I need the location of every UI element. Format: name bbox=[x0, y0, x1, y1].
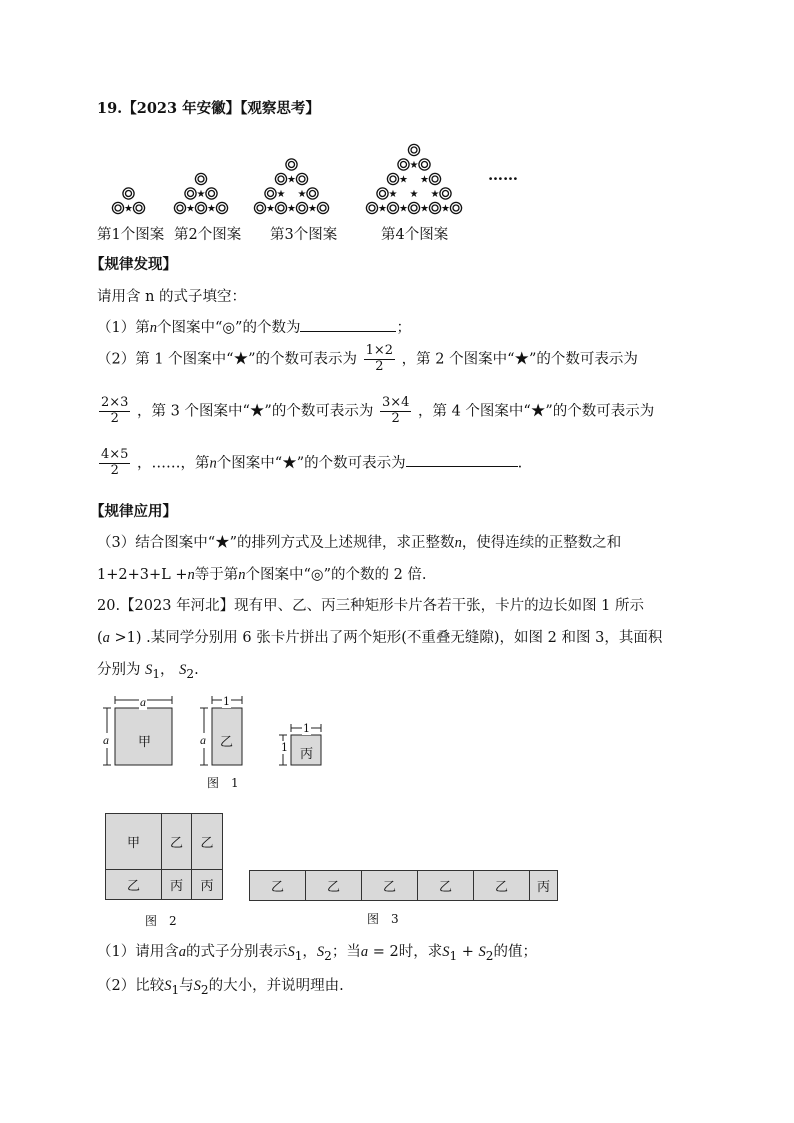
star-icon: ★ bbox=[378, 203, 387, 215]
q19-part1-text-a: （1）第 bbox=[97, 320, 150, 336]
var-a: a bbox=[102, 630, 110, 646]
card-bing: 丙 bbox=[300, 747, 314, 762]
var-S1: S bbox=[145, 662, 153, 678]
star-icon: ★ bbox=[420, 174, 429, 186]
q19-part3-text-e: 个图案中“◎”的个数的 2 倍. bbox=[245, 567, 427, 583]
fig3-cell: 乙 bbox=[305, 870, 362, 901]
star-icon: ★ bbox=[409, 189, 419, 200]
star-icon: ★ bbox=[287, 174, 296, 186]
star-icon: ★ bbox=[266, 203, 275, 215]
q19-part2-text-f: 个图案中“★”的个数可表示为 bbox=[216, 455, 406, 472]
double-circle-icon bbox=[419, 159, 430, 170]
q19-part2-text-c: ，第 3 个图案中“★”的个数可表示为 bbox=[137, 403, 374, 420]
star-icon: ★ bbox=[207, 203, 216, 215]
fraction-1 bbox=[364, 344, 395, 375]
pattern-label-2: 第2个图案 bbox=[174, 227, 242, 243]
var-n: n bbox=[149, 320, 157, 336]
star-icon: ★ bbox=[186, 203, 195, 215]
double-circle-icon bbox=[254, 202, 265, 213]
q19-part2-end: . bbox=[517, 455, 523, 472]
fig1-label: 图 1 bbox=[207, 776, 239, 790]
fraction-1-den: 2 bbox=[375, 358, 384, 374]
card-yi: 乙 bbox=[220, 735, 234, 750]
q20-part1-text-d: ；当 bbox=[331, 944, 361, 960]
var-S1-sub: 1 bbox=[171, 982, 180, 997]
var-a: a bbox=[178, 944, 186, 960]
figure-2 bbox=[105, 813, 223, 900]
q20-part2-text-b: 与 bbox=[179, 978, 194, 994]
q20-part1-text-b: 的式子分别表示 bbox=[185, 944, 288, 960]
double-circle-icon bbox=[307, 188, 318, 199]
var-n: n bbox=[238, 567, 246, 583]
section-rule-application: 【规律应用】 bbox=[90, 503, 177, 520]
var-S2: S bbox=[478, 944, 486, 960]
double-circle-icon bbox=[216, 202, 227, 213]
q20-part1: （1）请用含a的式子分别表示$S_1$，$S_2$；当a = 2时，求$S_1 + S_2$的值； bbox=[97, 944, 537, 963]
q20-line3-text: 分别为 bbox=[97, 662, 141, 678]
var-S2-sub: 2 bbox=[186, 666, 195, 681]
q20-part1-comma: ， bbox=[302, 944, 317, 960]
double-circle-icon bbox=[185, 188, 196, 199]
var-S1-sub: 1 bbox=[449, 948, 458, 963]
double-circle-icon bbox=[174, 202, 185, 213]
q19-part2-line1 bbox=[97, 344, 638, 375]
var-S2-sub: 2 bbox=[324, 948, 332, 963]
var-S1-sub: 1 bbox=[294, 948, 303, 963]
star-icon: ★ bbox=[388, 189, 398, 200]
q19-part3-text-b: ，使得连续的正整数之和 bbox=[461, 535, 622, 551]
star-icon: ★ bbox=[287, 203, 296, 215]
var-S2: S bbox=[316, 944, 325, 960]
q20-line2 bbox=[97, 626, 662, 647]
double-circle-icon bbox=[133, 202, 144, 213]
pattern-figure bbox=[110, 124, 530, 220]
fig1-dim-a-left: a bbox=[103, 733, 109, 747]
double-circle-icon bbox=[398, 159, 409, 170]
fig2-cell: 乙 bbox=[191, 813, 223, 870]
double-circle-icon bbox=[317, 202, 328, 213]
q20-part1-text-f: 的值； bbox=[493, 944, 537, 960]
q19-part2-line3 bbox=[97, 448, 522, 479]
fig1-dim-a-top: a bbox=[140, 695, 146, 709]
q19-part1-end: ； bbox=[396, 320, 411, 336]
double-circle-icon bbox=[296, 202, 307, 213]
star-icon: ★ bbox=[196, 189, 206, 200]
section-rule-discovery: 【规律发现】 bbox=[90, 256, 177, 273]
fig2-cell: 丙 bbox=[191, 869, 223, 900]
fig3-label: 图 3 bbox=[367, 912, 399, 926]
fraction-4 bbox=[99, 448, 130, 479]
var-S2-sub: 2 bbox=[200, 982, 209, 997]
pattern-label-3: 第3个图案 bbox=[270, 227, 338, 243]
fig1-dim-1-bing-top: 1 bbox=[303, 722, 310, 735]
q19-part2-text-d: ，第 4 个图案中“★”的个数可表示为 bbox=[417, 403, 655, 420]
fig2-cell: 甲 bbox=[105, 813, 162, 870]
fig3-cell: 乙 bbox=[473, 870, 530, 901]
var-a: a bbox=[360, 944, 369, 960]
fig3-cell: 乙 bbox=[249, 870, 306, 901]
var-S2: S bbox=[179, 662, 187, 678]
double-circle-icon bbox=[450, 202, 461, 213]
star-icon: ★ bbox=[409, 160, 419, 171]
q19-part1-text-b: 个图案中“◎”的个数为 bbox=[156, 320, 301, 336]
q20-part1-text-a: （1）请用含 bbox=[97, 944, 179, 960]
double-circle-icon bbox=[366, 202, 377, 213]
q20-part2-text-a: （2）比较 bbox=[97, 978, 165, 994]
star-icon: ★ bbox=[420, 203, 429, 215]
double-circle-icon bbox=[377, 188, 388, 199]
double-circle-icon bbox=[275, 202, 286, 213]
fraction-2 bbox=[99, 396, 130, 427]
var-n: n bbox=[187, 567, 195, 583]
double-circle-icon bbox=[429, 202, 440, 213]
var-S1: S bbox=[442, 944, 450, 960]
fraction-4-num: 4×5 bbox=[101, 447, 129, 462]
q20-part1-text-e: = 2时，求 bbox=[368, 944, 443, 960]
var-n: n bbox=[454, 535, 462, 551]
double-circle-icon bbox=[206, 188, 217, 199]
var-S1: S bbox=[287, 944, 295, 960]
star-icon: ★ bbox=[399, 174, 408, 186]
pattern-label-1: 第1个图案 bbox=[97, 227, 165, 243]
fraction-2-num: 2×3 bbox=[101, 395, 129, 410]
fig2-label: 图 2 bbox=[145, 914, 177, 928]
q19-part3-sum: 1+2+3+L + bbox=[97, 567, 188, 583]
q20-line3 bbox=[97, 658, 199, 681]
answer-blank-1[interactable] bbox=[300, 330, 396, 332]
fig2-cell: 丙 bbox=[161, 869, 192, 900]
double-circle-icon bbox=[195, 173, 206, 184]
fraction-2-den: 2 bbox=[110, 410, 119, 426]
double-circle-icon bbox=[286, 159, 297, 170]
pattern-ellipsis: …… bbox=[488, 166, 518, 184]
answer-blank-2[interactable] bbox=[406, 465, 518, 467]
q19-part2-text-e: ，……，第 bbox=[137, 455, 210, 472]
star-icon: ★ bbox=[308, 203, 317, 215]
q19-part3-text-a: （3）结合图案中“★”的排列方式及上述规律，求正整数 bbox=[97, 535, 455, 551]
fig2-cell: 乙 bbox=[161, 813, 192, 870]
double-circle-icon bbox=[408, 202, 419, 213]
q19-part2-text-b: ，第 2 个图案中“★”的个数可表示为 bbox=[401, 351, 638, 368]
q19-heading: 19.【2023 年安徽】【观察思考】 bbox=[97, 100, 320, 117]
q20-comma: ， bbox=[160, 662, 175, 678]
double-circle-icon bbox=[408, 144, 419, 155]
var-n: n bbox=[209, 455, 217, 472]
double-circle-icon bbox=[275, 173, 286, 184]
q19-prompt: 请用含 n 的式子填空： bbox=[97, 289, 247, 305]
q19-part3-line1 bbox=[97, 531, 621, 552]
q19-part3-text-d: 等于第 bbox=[194, 567, 239, 583]
fig3-cell: 丙 bbox=[529, 870, 558, 901]
q20-line1: 20.【2023 年河北】现有甲、乙、丙三种矩形卡片各若干张，卡片的边长如图 1 所示 bbox=[97, 598, 645, 614]
fraction-3-den: 2 bbox=[391, 410, 400, 426]
fig1-dim-1-top: 1 bbox=[223, 695, 230, 708]
double-circle-icon bbox=[296, 173, 307, 184]
fig1-dim-a-yi: a bbox=[200, 733, 206, 747]
double-circle-icon bbox=[429, 173, 440, 184]
q20-part2 bbox=[97, 974, 344, 997]
q20-part2-text-c: 的大小，并说明理由. bbox=[208, 978, 344, 994]
star-icon: ★ bbox=[430, 189, 440, 200]
double-circle-icon bbox=[387, 173, 398, 184]
star-icon: ★ bbox=[124, 203, 133, 215]
star-icon: ★ bbox=[441, 203, 450, 215]
fig3-cell: 乙 bbox=[361, 870, 418, 901]
fig2-cell: 乙 bbox=[105, 869, 162, 900]
pattern-label-4: 第4个图案 bbox=[381, 227, 449, 243]
fraction-1-num: 1×2 bbox=[365, 343, 394, 358]
q20-paren: ( bbox=[97, 630, 103, 646]
fraction-3-num: 3×4 bbox=[381, 395, 410, 410]
figure-3 bbox=[249, 870, 558, 901]
var-S2-sub: 2 bbox=[485, 948, 494, 963]
var-S1-sub: 1 bbox=[152, 666, 161, 681]
star-icon: ★ bbox=[297, 189, 307, 200]
fig1-dim-1-bing-left: 1 bbox=[281, 741, 288, 754]
var-S2: S bbox=[193, 978, 201, 994]
double-circle-icon bbox=[112, 202, 123, 213]
var-S1: S bbox=[164, 978, 172, 994]
double-circle-icon bbox=[195, 202, 206, 213]
q19-part2-line2 bbox=[97, 396, 654, 427]
double-circle-icon bbox=[265, 188, 276, 199]
double-circle-icon bbox=[123, 188, 134, 199]
fraction-4-den: 2 bbox=[110, 462, 119, 478]
fig3-cell: 乙 bbox=[417, 870, 474, 901]
star-icon: ★ bbox=[399, 203, 408, 215]
q19-part2-text-a: （2）第 1 个图案中“★”的个数可表示为 bbox=[97, 351, 357, 368]
q19-part1 bbox=[97, 316, 411, 337]
q20-period: . bbox=[194, 662, 199, 678]
star-icon: ★ bbox=[276, 189, 286, 200]
double-circle-icon bbox=[387, 202, 398, 213]
fraction-3 bbox=[380, 396, 411, 427]
card-jia: 甲 bbox=[138, 735, 152, 750]
q20-line2-text: >1) .某同学分别用 6 张卡片拼出了两个矩形(不重叠无缝隙)，如图 2 和图 3，其面积 bbox=[109, 630, 663, 646]
double-circle-icon bbox=[440, 188, 451, 199]
q19-part3-line2 bbox=[97, 563, 427, 584]
